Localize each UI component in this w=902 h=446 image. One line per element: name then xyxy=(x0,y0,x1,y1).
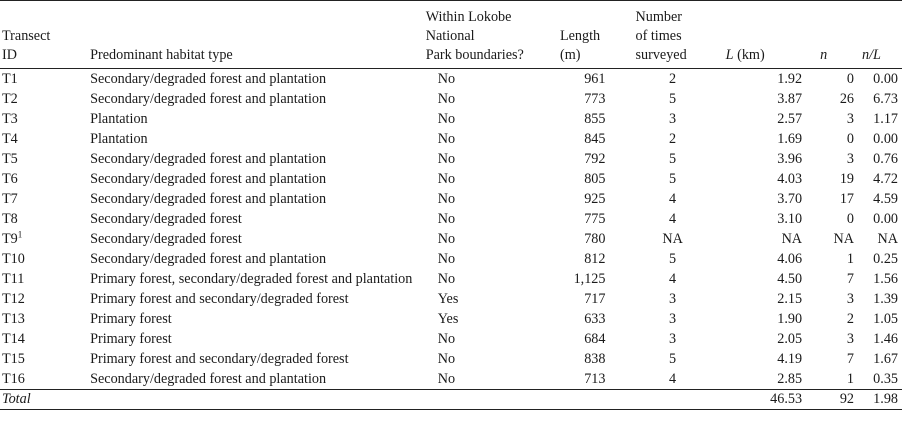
header-n-over-L: n/L xyxy=(860,1,902,69)
header-length: Length (m) xyxy=(558,1,634,69)
transect-id-cell: T11 xyxy=(2,271,25,287)
n-over-L-cell: 0.00 xyxy=(873,211,898,227)
length-cell: 780 xyxy=(584,231,606,247)
within-park-cell: Yes xyxy=(437,311,459,327)
table-row xyxy=(0,149,902,169)
n-over-L-cell: 0.25 xyxy=(873,251,898,267)
header-L-km: L (km) xyxy=(724,1,818,69)
transect-id-cell: T5 xyxy=(2,151,18,167)
within-park-cell: No xyxy=(437,271,456,287)
L-km-cell: 1.69 xyxy=(777,131,803,147)
transect-id-cell: T15 xyxy=(2,351,25,367)
L-km-cell: 3.10 xyxy=(777,211,803,227)
total-row xyxy=(0,390,902,410)
n-over-L-cell: 1.67 xyxy=(873,351,898,367)
habitat-cell: Plantation xyxy=(90,111,148,127)
n-cell: 1 xyxy=(846,371,855,387)
habitat-cell: Primary forest xyxy=(90,331,172,347)
transect-id-cell: T8 xyxy=(2,211,18,227)
n-cell: 1 xyxy=(846,251,855,267)
within-park-cell: No xyxy=(437,71,456,87)
within-park-cell: Yes xyxy=(437,291,459,307)
empty-cell xyxy=(633,390,723,410)
transect-id-cell: T6 xyxy=(2,171,18,187)
within-park-cell: No xyxy=(437,171,456,187)
habitat-cell: Primary forest, secondary/degraded forest and plantation xyxy=(90,271,413,287)
n-over-L-cell: 1.17 xyxy=(873,111,898,127)
total-n: 92 xyxy=(818,390,860,410)
habitat-cell: Secondary/degraded forest and plantation xyxy=(90,191,327,207)
n-cell: 19 xyxy=(839,171,855,187)
table-body xyxy=(0,69,902,410)
L-km-cell: 2.05 xyxy=(777,331,803,347)
n-cell: 3 xyxy=(846,291,855,307)
within-park-cell: No xyxy=(437,331,456,347)
transect-id-cell: T3 xyxy=(2,111,18,127)
transect-id-cell: T12 xyxy=(2,291,25,307)
length-cell: 925 xyxy=(584,191,606,207)
n-over-L-cell: NA xyxy=(877,231,898,247)
transect-id-cell: T10 xyxy=(2,251,25,267)
table-row xyxy=(0,349,902,369)
transect-id-cell: $T9^1$ xyxy=(2,229,23,247)
header-n: n xyxy=(818,1,860,69)
L-km-cell: 4.03 xyxy=(777,171,803,187)
empty-cell xyxy=(558,390,634,410)
n-over-L-cell: 1.05 xyxy=(873,311,898,327)
within-park-cell: No xyxy=(437,131,456,147)
total-n-over-L: 1.98 xyxy=(860,390,902,410)
n-over-L-cell: 4.72 xyxy=(873,171,898,187)
n-cell: 17 xyxy=(839,191,855,207)
table-row xyxy=(0,309,902,329)
length-cell: 684 xyxy=(584,331,606,347)
n-cell: 3 xyxy=(846,111,855,127)
within-park-cell: No xyxy=(437,351,456,367)
habitat-cell: Primary forest xyxy=(90,311,172,327)
times-surveyed-cell: 4 xyxy=(669,371,677,387)
table-row xyxy=(0,109,902,129)
transect-id-cell: T13 xyxy=(2,311,25,327)
L-km-cell: 2.15 xyxy=(777,291,803,307)
L-km-cell: 3.87 xyxy=(777,91,803,107)
habitat-cell: Secondary/degraded forest and plantation xyxy=(90,151,327,167)
table-row xyxy=(0,169,902,189)
within-park-cell: No xyxy=(437,111,456,127)
times-surveyed-cell: 3 xyxy=(669,311,677,327)
table-row xyxy=(0,69,902,90)
habitat-cell: Secondary/degraded forest and plantation xyxy=(90,71,327,87)
n-cell: 3 xyxy=(846,151,855,167)
times-surveyed-cell: 5 xyxy=(669,251,677,267)
within-park-cell: No xyxy=(437,151,456,167)
habitat-cell: Secondary/degraded forest and plantation xyxy=(90,91,327,107)
table-row xyxy=(0,329,902,349)
L-km-cell: 3.70 xyxy=(777,191,803,207)
transect-id-cell: T7 xyxy=(2,191,18,207)
habitat-cell: Secondary/degraded forest xyxy=(90,231,242,247)
times-surveyed-cell: 5 xyxy=(669,351,677,367)
n-over-L-cell: 1.39 xyxy=(873,291,898,307)
length-cell: 717 xyxy=(584,291,606,307)
n-cell: 7 xyxy=(846,351,855,367)
n-over-L-cell: 4.59 xyxy=(873,191,898,207)
L-km-cell: 4.06 xyxy=(777,251,803,267)
table-row xyxy=(0,289,902,309)
n-over-L-cell: 0.00 xyxy=(873,71,898,87)
n-over-L-cell: 0.35 xyxy=(873,371,898,387)
L-km-cell: 2.85 xyxy=(777,371,803,387)
n-cell: 26 xyxy=(839,91,855,107)
transect-id-cell: T4 xyxy=(2,131,18,147)
n-cell: 0 xyxy=(846,71,855,87)
transect-id-cell: T14 xyxy=(2,331,25,347)
L-km-cell: 1.90 xyxy=(777,311,803,327)
times-surveyed-cell: 4 xyxy=(669,211,677,227)
n-cell: 0 xyxy=(846,211,855,227)
total-label: Total xyxy=(0,390,88,410)
n-cell: 7 xyxy=(846,271,855,287)
L-km-cell: NA xyxy=(781,231,803,247)
habitat-cell: Secondary/degraded forest and plantation xyxy=(90,171,327,187)
habitat-cell: Primary forest and secondary/degraded forest xyxy=(90,351,349,367)
n-over-L-cell: 1.46 xyxy=(873,331,898,347)
length-cell: 961 xyxy=(584,71,606,87)
habitat-cell: Secondary/degraded forest and plantation xyxy=(90,371,327,387)
header-habitat: Predominant habitat type xyxy=(88,1,424,69)
header-within-park: Within Lokobe National Park boundaries? xyxy=(424,1,558,69)
length-cell: 713 xyxy=(584,371,606,387)
length-cell: 1,125 xyxy=(573,271,606,287)
table-row xyxy=(0,129,902,149)
transect-id-cell: T1 xyxy=(2,71,18,87)
n-over-L-cell: 6.73 xyxy=(873,91,898,107)
habitat-cell: Plantation xyxy=(90,131,148,147)
length-cell: 633 xyxy=(584,311,606,327)
habitat-cell: Secondary/degraded forest and plantation xyxy=(90,251,327,267)
within-park-cell: No xyxy=(437,91,456,107)
n-over-L-cell: 0.00 xyxy=(873,131,898,147)
length-cell: 792 xyxy=(584,151,606,167)
n-cell: 2 xyxy=(846,311,855,327)
L-km-cell: 1.92 xyxy=(777,71,803,87)
n-cell: 3 xyxy=(846,331,855,347)
habitat-cell: Secondary/degraded forest xyxy=(90,211,242,227)
length-cell: 773 xyxy=(584,91,606,107)
times-surveyed-cell: 3 xyxy=(669,291,677,307)
times-surveyed-cell: 4 xyxy=(669,191,677,207)
times-surveyed-cell: 2 xyxy=(669,71,677,87)
within-park-cell: No xyxy=(437,251,456,267)
within-park-cell: No xyxy=(437,371,456,387)
times-surveyed-cell: 3 xyxy=(669,331,677,347)
times-surveyed-cell: 3 xyxy=(669,111,677,127)
times-surveyed-cell: 2 xyxy=(669,131,677,147)
times-surveyed-cell: 4 xyxy=(669,271,677,287)
within-park-cell: No xyxy=(437,211,456,227)
n-over-L-cell: 0.76 xyxy=(873,151,898,167)
n-cell: 0 xyxy=(846,131,855,147)
times-surveyed-cell: 5 xyxy=(669,151,677,167)
table-row xyxy=(0,209,902,229)
transect-id-cell: T16 xyxy=(2,371,25,387)
n-over-L-cell: 1.56 xyxy=(873,271,898,287)
header-times-surveyed: Number of times surveyed xyxy=(633,1,723,69)
within-park-cell: No xyxy=(437,231,456,247)
habitat-cell: Primary forest and secondary/degraded forest xyxy=(90,291,349,307)
table-row xyxy=(0,369,902,390)
times-surveyed-cell: NA xyxy=(662,231,683,247)
empty-cell xyxy=(88,390,424,410)
length-cell: 775 xyxy=(584,211,606,227)
length-cell: 838 xyxy=(584,351,606,367)
L-km-cell: 3.96 xyxy=(777,151,803,167)
L-km-cell: 4.19 xyxy=(777,351,803,367)
table-row xyxy=(0,229,902,249)
table-row xyxy=(0,89,902,109)
table-row xyxy=(0,269,902,289)
times-surveyed-cell: 5 xyxy=(669,91,677,107)
length-cell: 845 xyxy=(584,131,606,147)
table-row xyxy=(0,189,902,209)
footnote-marker: 1 xyxy=(17,229,23,240)
within-park-cell: No xyxy=(437,191,456,207)
empty-cell xyxy=(424,390,558,410)
table-row xyxy=(0,249,902,269)
length-cell: 812 xyxy=(584,251,606,267)
transect-id-cell: T2 xyxy=(2,91,18,107)
L-km-cell: 4.50 xyxy=(777,271,803,287)
n-cell: NA xyxy=(833,231,855,247)
times-surveyed-cell: 5 xyxy=(669,171,677,187)
header-transect-id: Transect ID xyxy=(0,1,88,69)
length-cell: 805 xyxy=(584,171,606,187)
length-cell: 855 xyxy=(584,111,606,127)
L-km-cell: 2.57 xyxy=(777,111,803,127)
total-L-km: 46.53 xyxy=(724,390,818,410)
table-header-row xyxy=(0,1,902,69)
